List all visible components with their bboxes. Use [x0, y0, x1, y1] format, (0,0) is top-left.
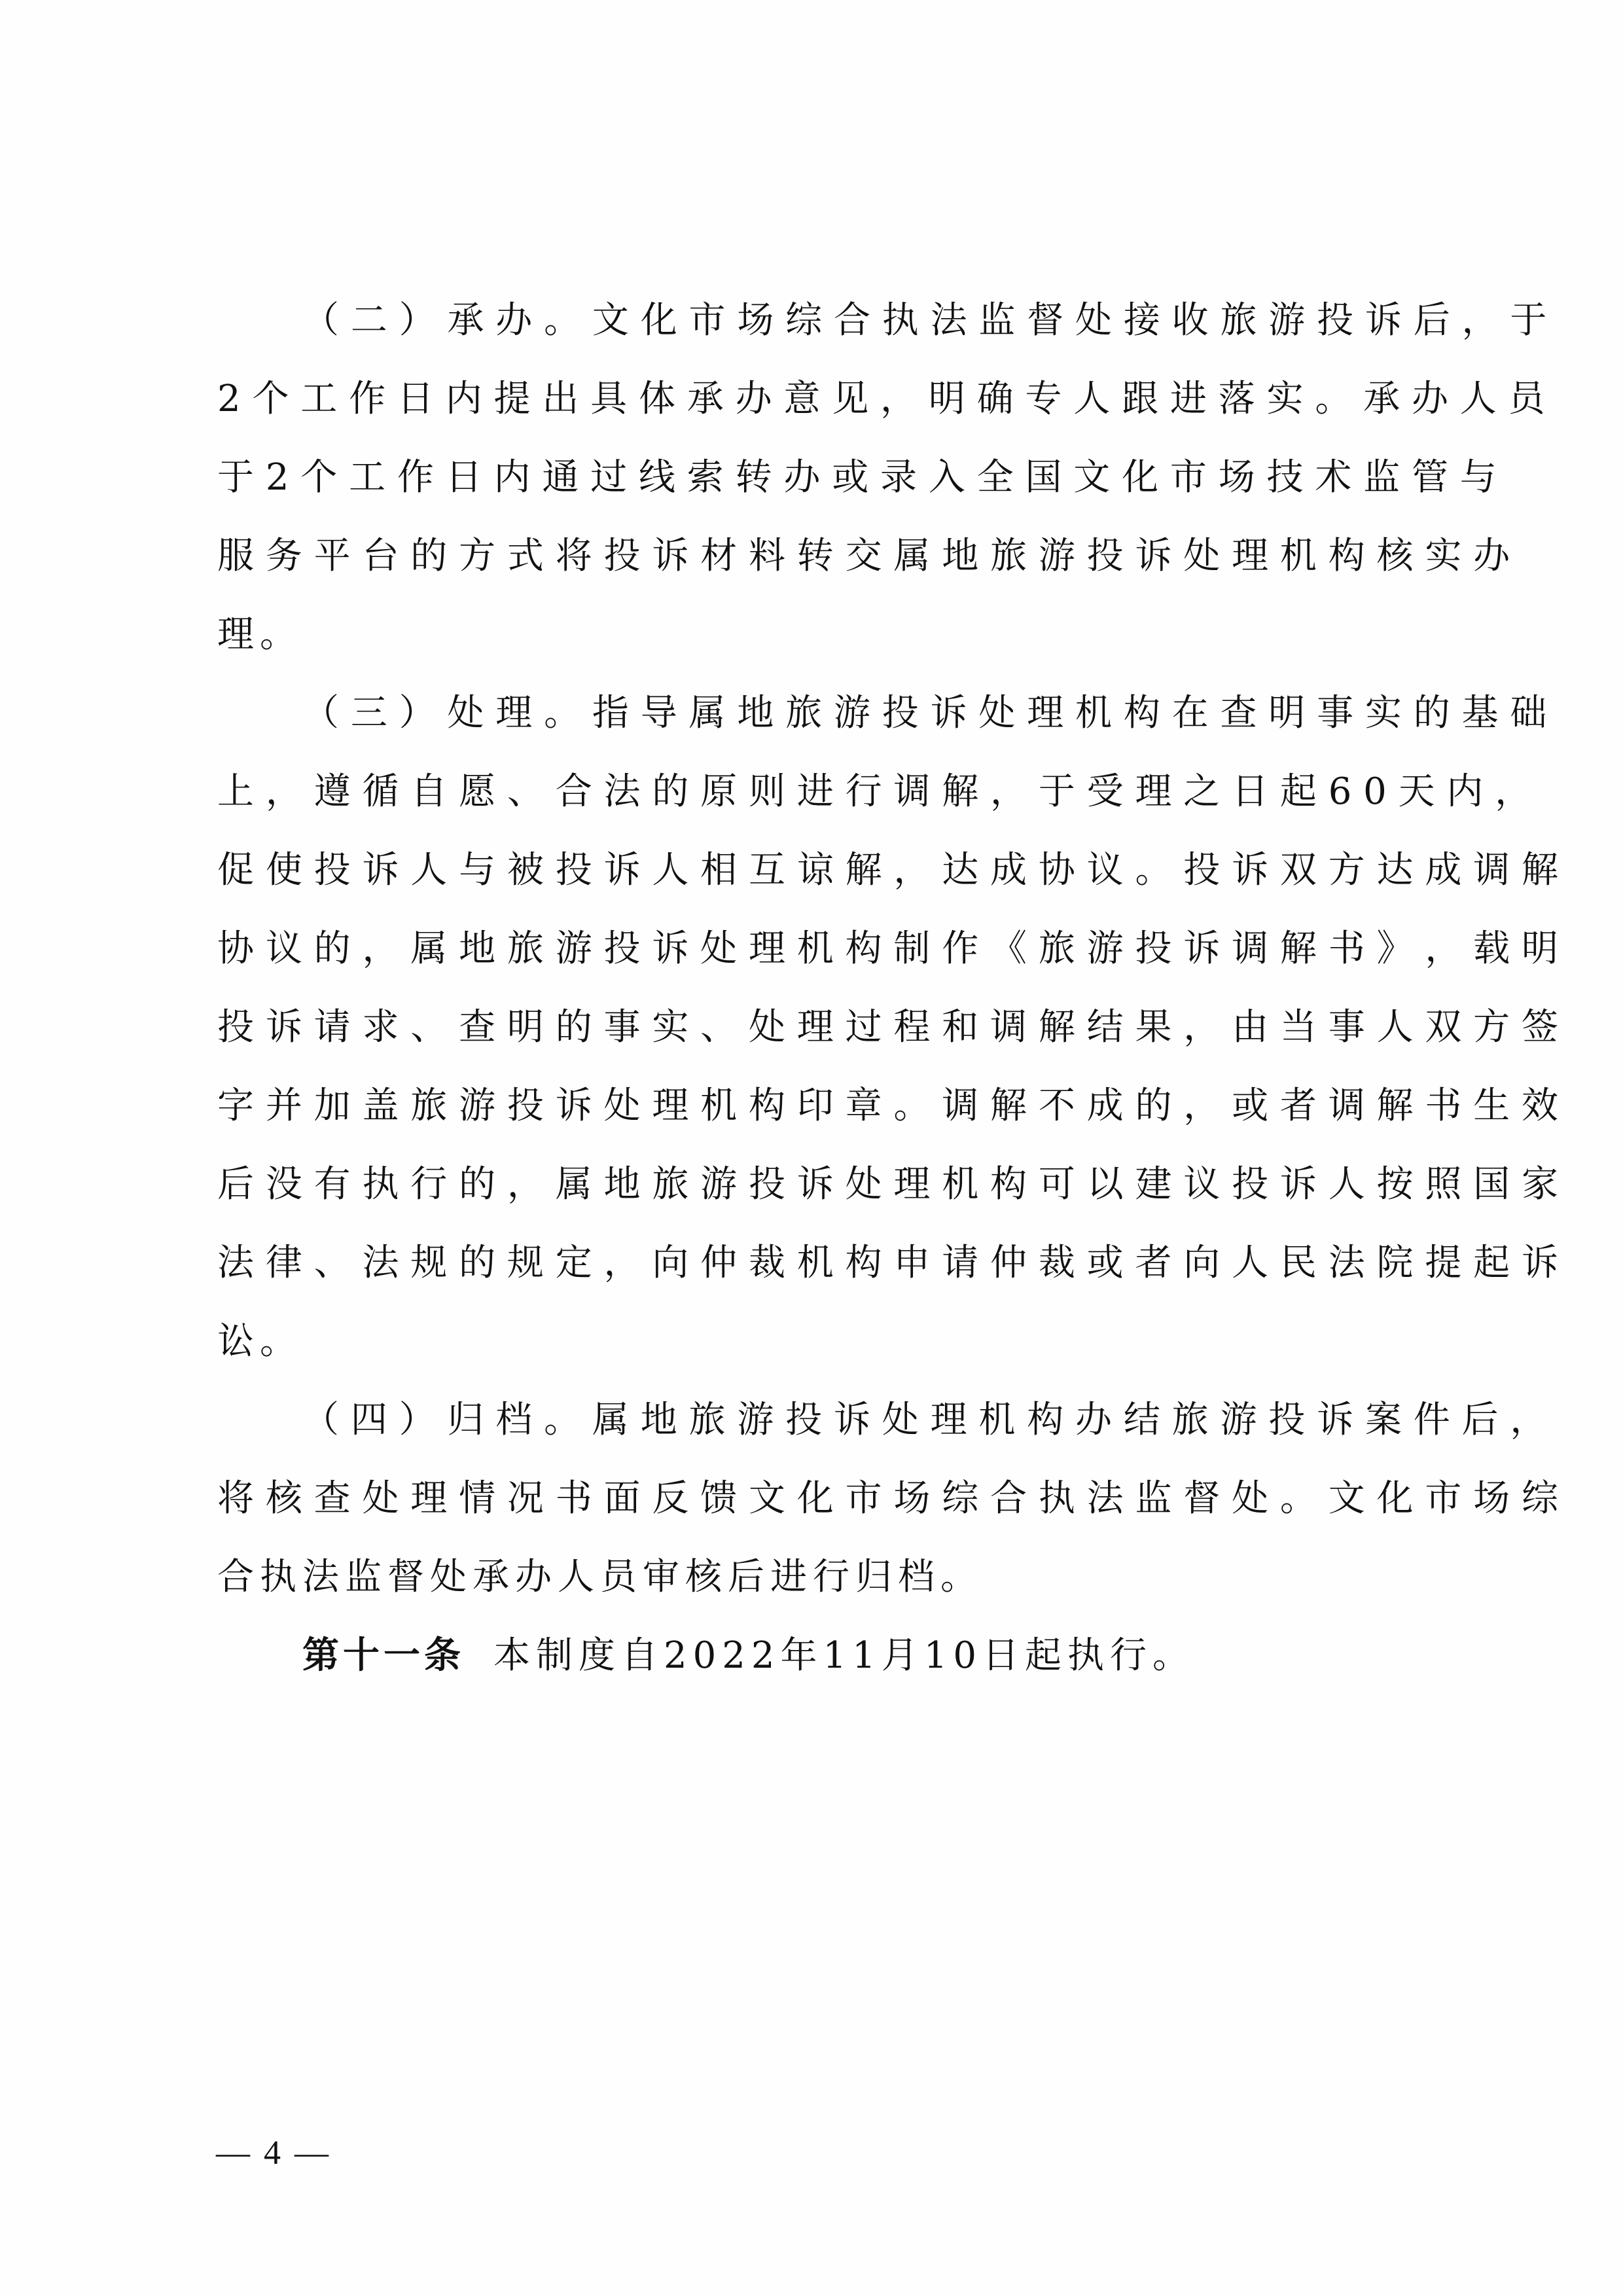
paragraph-line: 2 个 工 作 日 内 提 出 具 体 承 办 意 见 ， 明 确 专 人 跟 进 落 实 。 承 办 人 员: [217, 378, 1545, 420]
paragraph-line: 合执法监督处承办人员审核后进行归档。: [217, 1556, 983, 1598]
paragraph-line: （ 二 ） 承 办 。 文 化 市 场 综 合 执 法 监 督 处 接 收 旅 游 投 诉 后 ， 于: [302, 299, 1547, 342]
article-text: 本制度自2022年11月10日起执行。: [493, 1634, 1196, 1677]
article-label: 第十一条: [302, 1634, 465, 1677]
paragraph-line: （ 三 ） 处 理 。 指 导 属 地 旅 游 投 诉 处 理 机 构 在 查 明 事 实 的 基 础: [302, 692, 1547, 734]
paragraph-line: 协 议 的 ， 属 地 旅 游 投 诉 处 理 机 构 制 作 《 旅 游 投 诉 调 解 书 》 ， 载 明: [217, 927, 1558, 970]
paragraph-line: 于 2 个 工 作 日 内 通 过 线 索 转 办 或 录 入 全 国 文 化 市 场 技 术 监 管 与: [217, 456, 1497, 499]
paragraph-line: 理。: [217, 613, 302, 656]
paragraph-line: 讼。: [217, 1320, 302, 1363]
paragraph-line: 服 务 平 台 的 方 式 将 投 诉 材 料 转 交 属 地 旅 游 投 诉 处 理 机 构 核 实 办: [217, 535, 1510, 577]
paragraph-line: 上 ， 遵 循 自 愿 、 合 法 的 原 则 进 行 调 解 ， 于 受 理 之 日 起 6 0 天 内 ，: [217, 770, 1532, 813]
paragraph-line: 将 核 查 处 理 情 况 书 面 反 馈 文 化 市 场 综 合 执 法 监 督 处 。 文 化 市 场 综: [217, 1477, 1558, 1520]
paragraph-line: 后 没 有 执 行 的 ， 属 地 旅 游 投 诉 处 理 机 构 可 以 建 议 投 诉 人 按 照 国 家: [217, 1163, 1558, 1206]
page-number: — 4 —: [216, 2134, 331, 2172]
paragraph-line: 投 诉 请 求 、 查 明 的 事 实 、 处 理 过 程 和 调 解 结 果 ， 由 当 事 人 双 方 签: [217, 1006, 1558, 1049]
paragraph-line: 促 使 投 诉 人 与 被 投 诉 人 相 互 谅 解 ， 达 成 协 议 。 投 诉 双 方 达 成 调 解: [217, 849, 1558, 891]
paragraph-line: 字 并 加 盖 旅 游 投 诉 处 理 机 构 印 章 。 调 解 不 成 的 ， 或 者 调 解 书 生 效: [217, 1085, 1558, 1127]
paragraph-line: （ 四 ） 归 档 。 属 地 旅 游 投 诉 处 理 机 构 办 结 旅 游 投 诉 案 件 后 ，: [302, 1399, 1547, 1441]
paragraph-line: 法 律 、 法 规 的 规 定 ， 向 仲 裁 机 构 申 请 仲 裁 或 者 向 人 民 法 院 提 起 诉: [217, 1242, 1558, 1284]
article-line: [302, 1617, 1195, 1695]
